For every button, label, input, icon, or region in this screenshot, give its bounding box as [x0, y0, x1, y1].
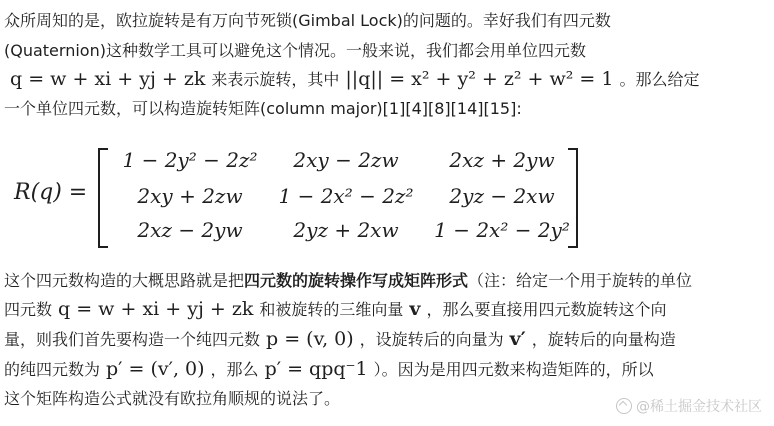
paragraph2-line3: [4, 328, 676, 351]
watermark: [616, 396, 762, 416]
text: 众所周知的是，欧拉旋转是有万向节死锁(Gimbal Lock)的问题的。幸好我们有四元数: [4, 11, 611, 30]
text: 来表示旋转，其中: [211, 70, 340, 89]
paragraph1-line4: [4, 98, 522, 120]
matrix-cell-1-1: 1 − 2x² − 2z²: [278, 184, 414, 208]
text: （注：给定一个用于旋转的单位: [468, 271, 693, 290]
rotation-matrix: [14, 142, 614, 250]
matrix-cell-0-0: 1 − 2y² − 2z²: [122, 148, 258, 172]
left-bracket: [98, 148, 108, 248]
rotation-formula: p′ = qpq⁻1: [264, 358, 368, 380]
matrix-cell-2-1: 2yz + 2xw: [293, 218, 399, 242]
matrix-cell-1-2: 2yz − 2xw: [449, 184, 555, 208]
quaternion-formula: q = w + xi + yj + zk: [58, 298, 254, 320]
paragraph2-line4: [4, 358, 654, 381]
text: ，那么要直接用四元数旋转这个向: [426, 300, 667, 319]
matrix-cell-0-1: 2xy − 2zw: [293, 148, 399, 172]
text: 四元数: [4, 300, 53, 319]
text: 量，则我们首先要构造一个纯四元数: [4, 330, 261, 349]
text: (Quaternion)这种数学工具可以避免这个情况。一般来说，我们都会用单位四元数: [4, 41, 586, 60]
text: 的纯四元数为: [4, 360, 101, 379]
paragraph2-line1: [4, 270, 692, 292]
rotated-pure-quaternion-formula: p′ = (v′, 0): [106, 358, 205, 380]
juejin-logo-icon: [616, 398, 632, 414]
text: 一个单位四元数，可以构造旋转矩阵(column major)[1][4][8][14][15]:: [4, 99, 522, 118]
text: 和被旋转的三维向量: [259, 300, 404, 319]
paragraph1-line1: [4, 10, 611, 32]
matrix-cell-1-0: 2xy + 2zw: [137, 184, 243, 208]
vector-v: v: [409, 298, 421, 320]
paragraph1-line3: [4, 68, 699, 91]
matrix-cell-2-0: 2xz − 2yw: [137, 218, 243, 242]
text: ，那么: [210, 360, 259, 379]
matrix-cell-0-2: 2xz + 2yw: [449, 148, 555, 172]
paragraph2-line2: [4, 298, 666, 321]
text: ，设旋转后的向量为: [359, 330, 504, 349]
watermark-text: @稀土掘金技术社区: [636, 399, 762, 415]
text: ）。因为是用四元数来构造矩阵的，所以: [373, 360, 654, 379]
text: 。那么给定: [619, 70, 700, 89]
matrix-cell-2-2: 1 − 2x² − 2y²: [434, 218, 570, 242]
text: 这个四元数构造的大概思路就是把: [4, 271, 245, 290]
bold-text: 四元数的旋转操作写成矩阵形式: [244, 271, 469, 290]
paragraph1-line2: [4, 40, 586, 62]
text: ，旋转后的向量构造: [531, 330, 676, 349]
text: 这个矩阵构造公式就没有欧拉角顺规的说法了。: [4, 389, 341, 408]
pure-quaternion-formula: p = (v, 0): [266, 328, 354, 350]
quaternion-formula: q = w + xi + yj + zk: [10, 68, 206, 90]
unit-norm-formula: ||q|| = x² + y² + z² + w² = 1: [345, 68, 614, 90]
matrix-lhs: R(q) =: [14, 180, 88, 205]
vector-v-prime: v′: [509, 328, 526, 350]
paragraph2-line5: [4, 388, 340, 410]
